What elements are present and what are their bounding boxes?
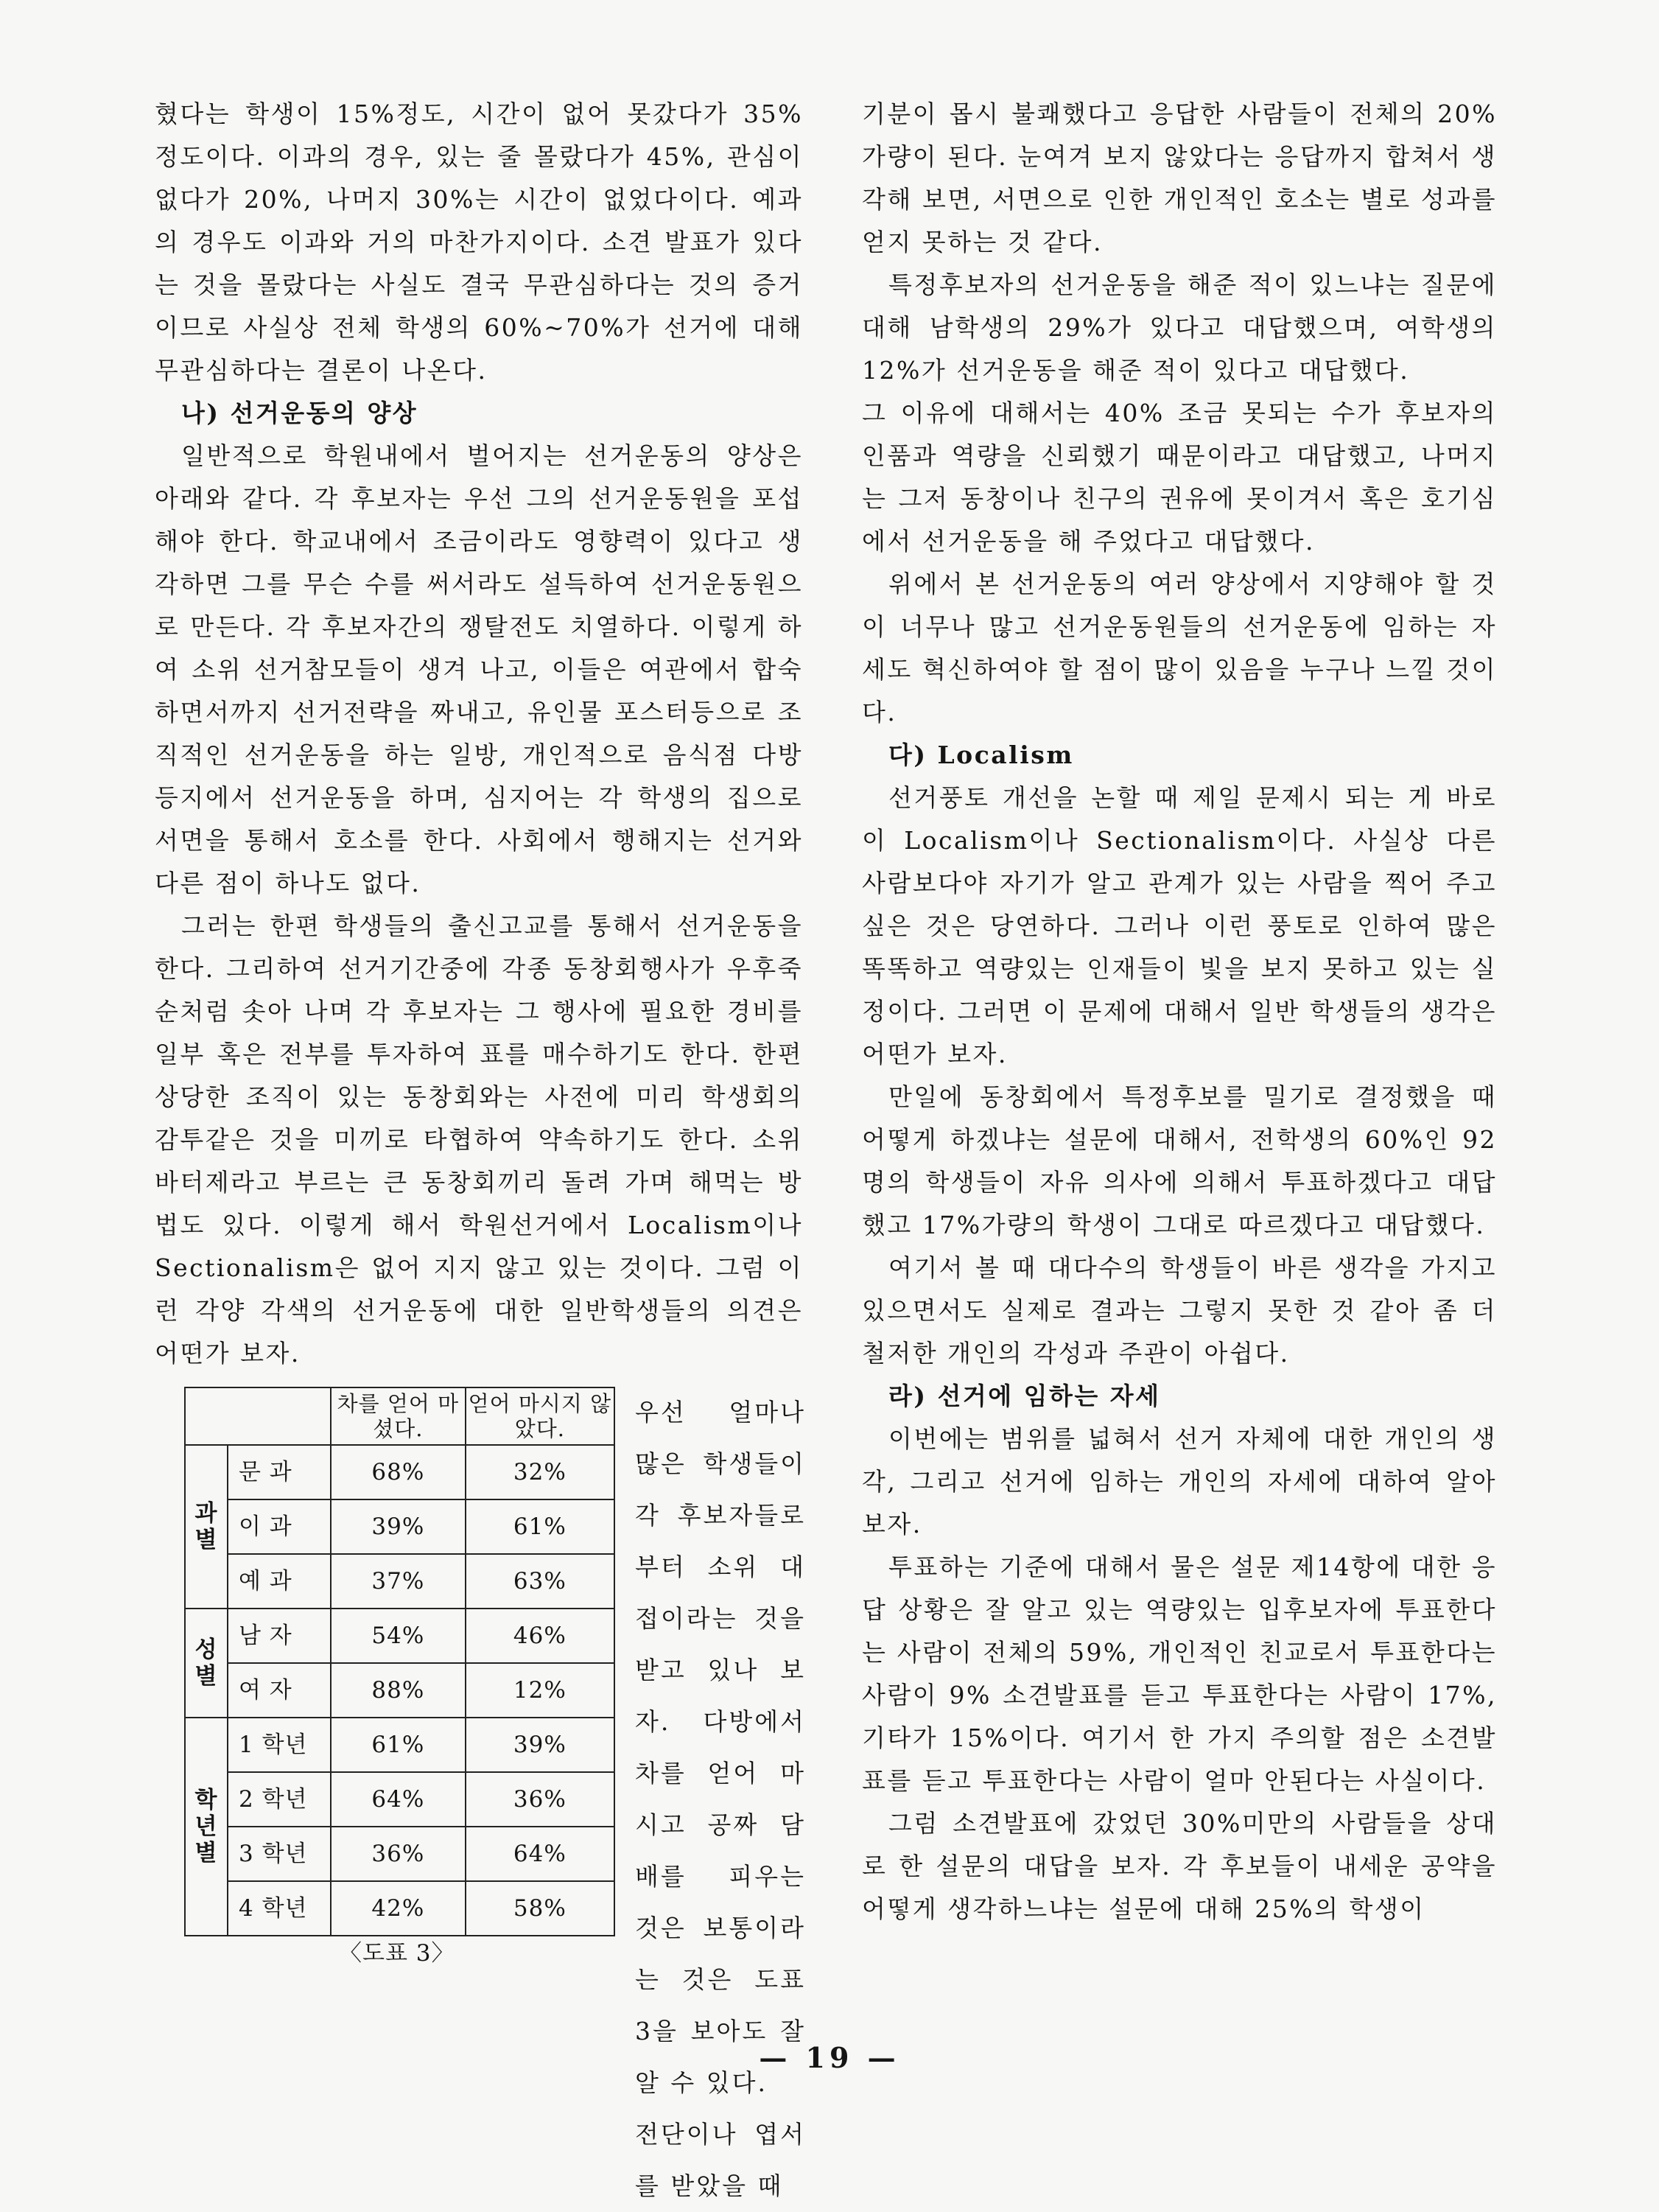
table-cell: 46% xyxy=(466,1609,614,1663)
side-paragraph xyxy=(635,1387,806,2212)
paragraph: 위에서 본 선거운동의 여러 양상에서 지양해야 할 것이 너무나 많고 선거운동원들의 선거운동에 임하는 자세도 혁신하여야 할 점이 많이 있음을 누구나 느낄 것이다. xyxy=(862,570,1497,727)
table-header-cell: 얻어 마시지 않았다. xyxy=(466,1387,614,1445)
table-row-label: 2 학년 xyxy=(228,1772,331,1827)
table-cell: 68% xyxy=(331,1445,466,1499)
paragraph: 그럼 소견발표에 갔었던 30%미만의 사람들을 상대로 한 설문의 대답을 보자. 각 후보들이 내세운 공약을 어떻게 생각하느냐는 설문에 대해 25%의 학생이 xyxy=(862,1809,1497,1923)
table-row-label: 이 과 xyxy=(228,1499,331,1554)
paragraph: 혔다는 학생이 15%정도, 시간이 없어 못갔다가 35% 정도이다. 이과의 경우, 있는 줄 몰랐다가 45%, 관심이 없다가 20%, 나머지 30%는 시간이 없었다이다. 예과의 경우도 이과와 거의 마찬가지이다. 소견 발표가 있다는 것을 몰랐다는 사실도 결국 무관심하다는 것의 증거이므로 사실상 전체 학생의 60%~70%가 선거에 대해 무관심하다는 결론이 나온다. xyxy=(155,99,803,385)
table-header-row xyxy=(185,1387,614,1445)
paragraph: 기분이 몹시 불쾌했다고 응답한 사람들이 전체의 20% 가량이 된다. 눈여겨 보지 않았다는 응답까지 합쳐서 생각해 보면, 서면으로 인한 개인적인 호소는 별로 성과를 얻지 못하는 것 같다. xyxy=(862,99,1497,256)
paragraph: 특정후보자의 선거운동을 해준 적이 있느냐는 질문에 대해 남학생의 29%가 있다고 대답했으며, 여학생의 12%가 선거운동을 해준 적이 있다고 대답했다. xyxy=(862,270,1497,385)
section-heading-na: 나) 선거운동의 양상 xyxy=(181,399,418,427)
table-corner-cell xyxy=(185,1387,331,1445)
table-row xyxy=(185,1609,614,1663)
section-heading-ra: 라) 선거에 임하는 자세 xyxy=(888,1382,1161,1410)
paragraph: 투표하는 기준에 대해서 물은 설문 제14항에 대한 응답 상황은 잘 알고 있는 역량있는 입후보자에 투표한다는 사람이 전체의 59%, 개인적인 친교로서 투표한다는 사람이 9% 소견발표를 듣고 투표한다는 사람이 17%, 기타가 15%이다. 여기서 한 가지 주의할 점은 소견발표를 듣고 투표한다는 사람이 얼마 안된다는 사실이다. xyxy=(862,1553,1497,1795)
table-cell: 12% xyxy=(466,1663,614,1718)
paragraph: 일반적으로 학원내에서 벌어지는 선거운동의 양상은 아래와 같다. 각 후보자는 우선 그의 선거운동원을 포섭해야 한다. 학교내에서 조금이라도 영향력이 있다고 생각하면 그를 무슨 수를 써서라도 설득하여 선거운동원으로 만든다. 각 후보자간의 쟁탈전도 치열하다. 이렇게 하여 소위 선거참모들이 생겨 나고, 이들은 여관에서 합숙하면서까지 선거전략을 짜내고, 유인물 포스터등으로 조직적인 선거운동을 하는 일방, 개인적으로 음식점 다방 등지에서 선거운동을 하며, 심지어는 각 학생의 집으로 서면을 통해서 호소를 한다. 사회에서 행해지는 선거와 다른 점이 하나도 없다. xyxy=(155,441,803,897)
table-block xyxy=(155,1387,806,2200)
table-row-label: 4 학년 xyxy=(228,1881,331,1936)
table-group-label: 성 별 xyxy=(185,1609,228,1718)
table-cell: 32% xyxy=(466,1445,614,1499)
table-cell: 64% xyxy=(331,1772,466,1827)
table-row xyxy=(185,1772,614,1827)
table-row-label: 3 학년 xyxy=(228,1827,331,1881)
table-cell: 39% xyxy=(466,1718,614,1772)
table-row xyxy=(185,1827,614,1881)
table-cell: 88% xyxy=(331,1663,466,1718)
right-column xyxy=(862,93,1497,1931)
table-cell: 58% xyxy=(466,1881,614,1936)
table-row xyxy=(185,1445,614,1499)
table-cell: 36% xyxy=(331,1827,466,1881)
paragraph: 선거풍토 개선을 논할 때 제일 문제시 되는 게 바로 이 Localism이나 Sectionalism이다. 사실상 다른 사람보다야 자기가 알고 관계가 있는 사람을 찍어 주고 싶은 것은 당연하다. 그러나 이런 풍토로 인하여 많은 똑똑하고 역량있는 인재들이 빛을 보지 못하고 있는 실정이다. 그러면 이 문제에 대해서 일반 학생들의 생각은 어떤가 보자. xyxy=(862,783,1497,1068)
table-cell: 61% xyxy=(466,1499,614,1554)
table-header-cell: 차를 얻어 마셨다. xyxy=(331,1387,466,1445)
table-cell: 64% xyxy=(466,1827,614,1881)
table-cell: 36% xyxy=(466,1772,614,1827)
statistics-table xyxy=(184,1387,615,1936)
section-heading-da: 다) Localism xyxy=(888,741,1074,769)
left-column xyxy=(155,93,806,2200)
table-row-label: 예 과 xyxy=(228,1554,331,1609)
paragraph: 우선 얼마나 많은 학생들이 각 후보자들로 부터 소위 대접이라는 것을 받고 있나 보자. 다방에서 차를 얻어 마시고 공짜 담배를 피우는 것은 보통이라는 것은 도표 3을 보아도 잘 알 수 있다. xyxy=(635,1398,806,2097)
paragraph: 이번에는 범위를 넓혀서 선거 자체에 대한 개인의 생각, 그리고 선거에 임하는 개인의 자세에 대하여 알아 보자. xyxy=(862,1424,1497,1539)
table-row xyxy=(185,1499,614,1554)
table-group-label: 과 별 xyxy=(185,1445,228,1609)
table-row-label: 문 과 xyxy=(228,1445,331,1499)
table-row xyxy=(185,1554,614,1609)
paragraph: 그 이유에 대해서는 40% 조금 못되는 수가 후보자의 인품과 역량을 신뢰했기 때문이라고 대답했고, 나머지는 그저 동창이나 친구의 권유에 못이겨서 혹은 호기심에서 선거운동을 해 주었다고 대답했다. xyxy=(862,399,1497,556)
table-row xyxy=(185,1718,614,1772)
table-cell: 39% xyxy=(331,1499,466,1554)
table-cell: 54% xyxy=(331,1609,466,1663)
table-row-label: 1 학년 xyxy=(228,1718,331,1772)
page-number: — 19 — xyxy=(759,2041,900,2074)
table-row xyxy=(185,1881,614,1936)
paragraph: 여기서 볼 때 대다수의 학생들이 바른 생각을 가지고 있으면서도 실제로 결과는 그렇지 못한 것 같아 좀 더 철저한 개인의 각성과 주관이 아쉽다. xyxy=(862,1253,1497,1368)
table-row xyxy=(185,1663,614,1718)
table-row-label: 여 자 xyxy=(228,1663,331,1718)
table-cell: 63% xyxy=(466,1554,614,1609)
table-group-label: 학 년 별 xyxy=(185,1718,228,1936)
table-caption: 〈도표 3〉 xyxy=(339,1940,455,1967)
table-row-label: 남 자 xyxy=(228,1609,331,1663)
paragraph: 전단이나 엽서를 받았을 때 xyxy=(635,2120,806,2200)
paragraph: 그러는 한편 학생들의 출신고교를 통해서 선거운동을 한다. 그리하여 선거기간중에 각종 동창회행사가 우후죽순처럼 솟아 나며 각 후보자는 그 행사에 필요한 경비를 일부 혹은 전부를 투자하여 표를 매수하기도 한다. 한편 상당한 조직이 있는 동창회와는 사전에 미리 학생회의 감투같은 것을 미끼로 타협하여 약속하기도 한다. 소위 바터제라고 부르는 큰 동창회끼리 돌려 가며 해먹는 방법도 있다. 이렇게 해서 학원선거에서 Localism이나 Sectionalism은 없어 지지 않고 있는 것이다. 그럼 이런 각양 각색의 선거운동에 대한 일반학생들의 의견은 어떤가 보자. xyxy=(155,911,803,1368)
paragraph: 만일에 동창회에서 특정후보를 밀기로 결정했을 때 어떻게 하겠냐는 설문에 대해서, 전학생의 60%인 92명의 학생들이 자유 의사에 의해서 투표하겠다고 대답했고 17%가량의 학생이 그대로 따르겠다고 대답했다. xyxy=(862,1082,1497,1239)
table-cell: 61% xyxy=(331,1718,466,1772)
table-cell: 42% xyxy=(331,1881,466,1936)
table-cell: 37% xyxy=(331,1554,466,1609)
